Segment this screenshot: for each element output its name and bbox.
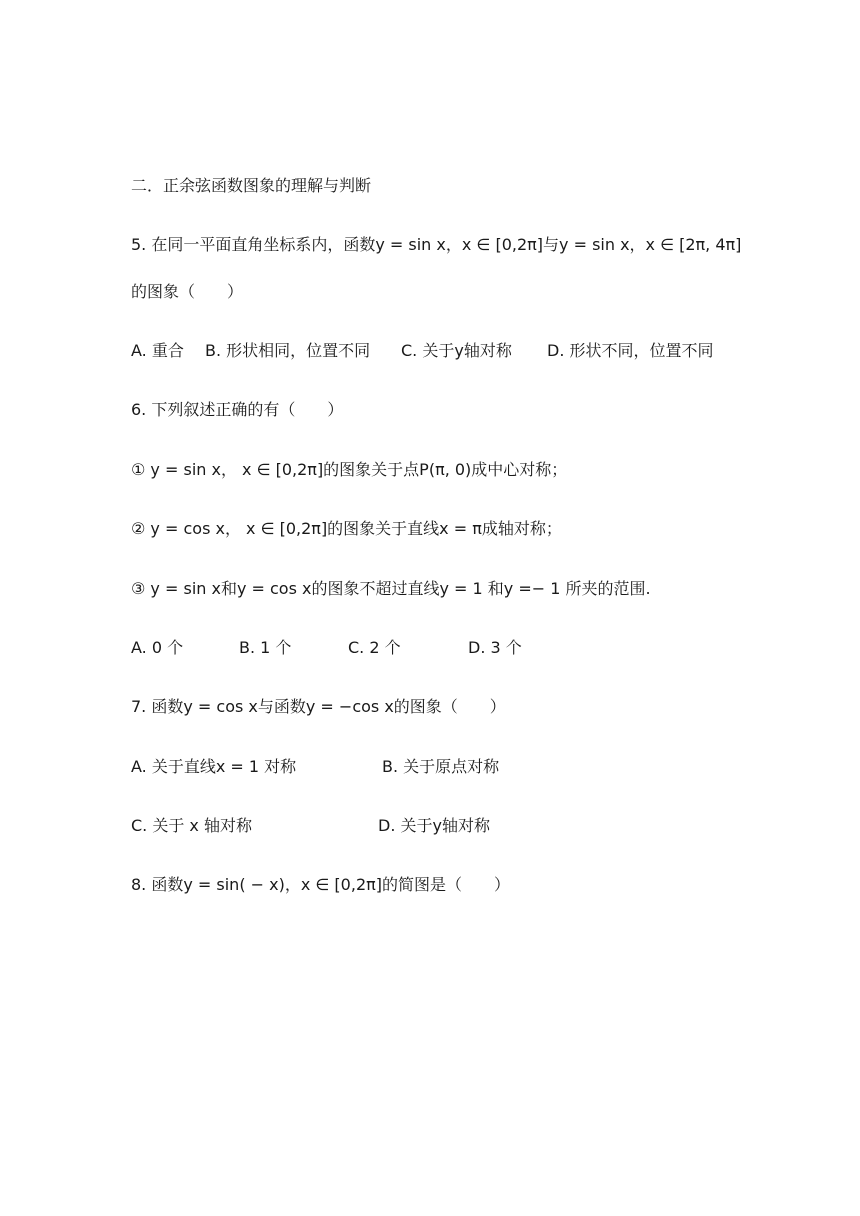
question-7-stem: 7. 函数y = cos x与函数y = −cos x的图象（ ） [131, 697, 506, 716]
question-6-statement-2: ② y = cos x， x ∈ [0,2π]的图象关于直线x = π成轴对称； [131, 519, 562, 538]
q7-option-b: B. 关于原点对称 [382, 757, 500, 776]
q7-option-d: D. 关于y轴对称 [378, 816, 490, 835]
q7-option-a: A. 关于直线x = 1 对称 [131, 757, 297, 776]
question-6-statement-3: ③ y = sin x和y = cos x的图象不超过直线y = 1 和y =− 1 所夹的范围. [131, 579, 651, 598]
question-5-stem-line2: 的图象（ ） [131, 282, 244, 301]
question-6-stem: 6. 下列叙述正确的有（ ） [131, 400, 344, 419]
section-title: 二．正余弦函数图象的理解与判断 [131, 176, 372, 195]
question-8-stem: 8. 函数y = sin( − x)，x ∈ [0,2π]的简图是（ ） [131, 875, 510, 894]
q5-option-b: B. 形状相同，位置不同 [205, 341, 371, 360]
q6-option-b: B. 1 个 [239, 638, 292, 657]
q6-option-a: A. 0 个 [131, 638, 184, 657]
q5-option-d: D. 形状不同，位置不同 [547, 341, 714, 360]
q5-option-c: C. 关于y轴对称 [401, 341, 512, 360]
q6-option-d: D. 3 个 [468, 638, 522, 657]
q6-option-c: C. 2 个 [348, 638, 401, 657]
question-6-statement-1: ① y = sin x， x ∈ [0,2π]的图象关于点P(π, 0)成中心对称； [131, 460, 568, 479]
question-5-stem-line1: 5. 在同一平面直角坐标系内，函数y = sin x，x ∈ [0,2π]与y = sin x，x ∈ [2π, 4π] [131, 235, 742, 254]
q7-option-c: C. 关于 x 轴对称 [131, 816, 252, 835]
q5-option-a: A. 重合 [131, 341, 184, 360]
